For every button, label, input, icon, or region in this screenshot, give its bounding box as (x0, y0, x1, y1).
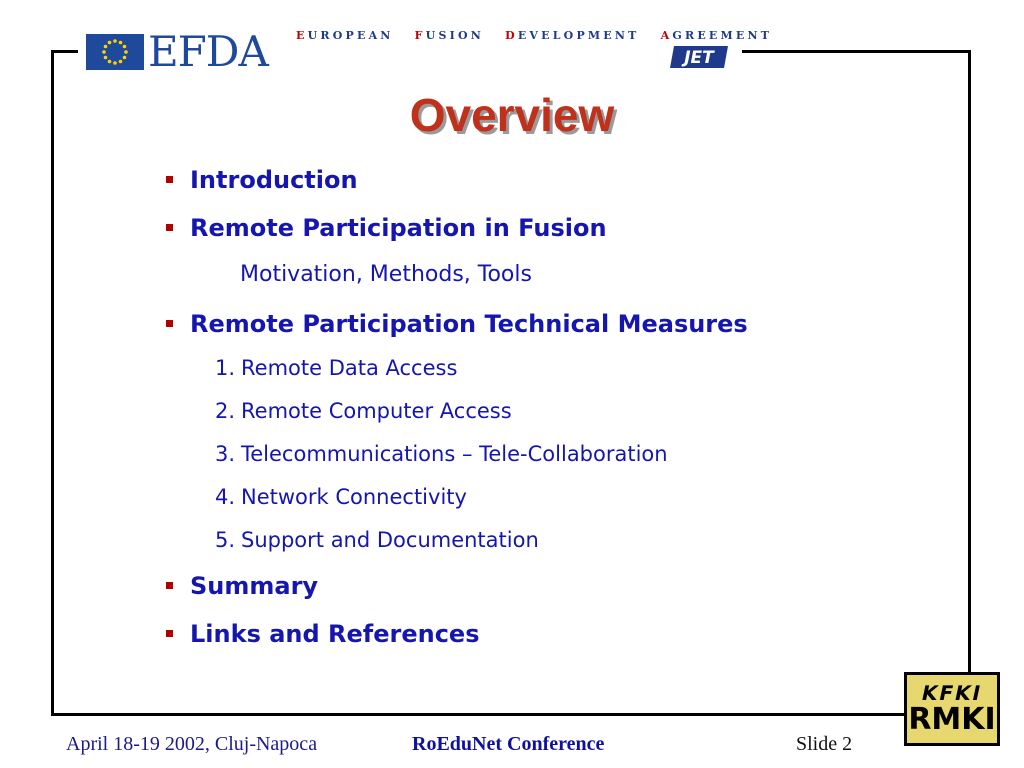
bullet-marker-icon (166, 224, 173, 231)
numbered-item: 4. Network Connectivity (215, 485, 467, 509)
agreement-word: DEVELOPMENT (505, 29, 640, 42)
kfki-logo-text: KFKI (919, 681, 985, 705)
jet-logo-icon (670, 46, 728, 68)
bullet-marker-icon (166, 320, 173, 327)
list-item: Remote Participation in Fusion (190, 214, 607, 242)
list-item: Summary (190, 572, 319, 600)
bullet-marker-icon (166, 176, 173, 183)
eu-flag-icon (86, 34, 144, 70)
numbered-item: 1. Remote Data Access (215, 356, 458, 380)
footer-conference: RoEduNet Conference (412, 733, 605, 755)
agreement-title (296, 29, 772, 42)
numbered-item: 5. Support and Documentation (215, 528, 539, 552)
numbered-item: 3. Telecommunications – Tele-Collaboration (215, 442, 668, 466)
bullet-marker-icon (166, 630, 173, 637)
numbered-item: 2. Remote Computer Access (215, 399, 512, 423)
slide-frame (51, 50, 971, 716)
agreement-word: AGREEMENT (660, 29, 773, 42)
efda-logo-text: EFDA (148, 27, 268, 76)
kfki-rmki-logo (904, 672, 1000, 746)
list-subitem: Motivation, Methods, Tools (240, 262, 532, 287)
footer-slide-number: Slide 2 (796, 733, 853, 755)
header (78, 26, 773, 76)
agreement-word: EUROPEAN (296, 29, 394, 42)
svg-text:JET: JET (684, 48, 714, 68)
rmki-logo-text: RMKI (908, 702, 996, 737)
list-item: Remote Participation Technical Measures (190, 310, 748, 338)
list-item: Introduction (190, 166, 358, 194)
footer-date-location: April 18-19 2002, Cluj-Napoca (66, 733, 318, 755)
list-item: Links and References (190, 620, 480, 648)
agreement-word: FUSION (414, 29, 484, 42)
slide-title: Overview (409, 89, 615, 141)
efda-logo (86, 27, 268, 76)
bullet-marker-icon (166, 582, 173, 589)
